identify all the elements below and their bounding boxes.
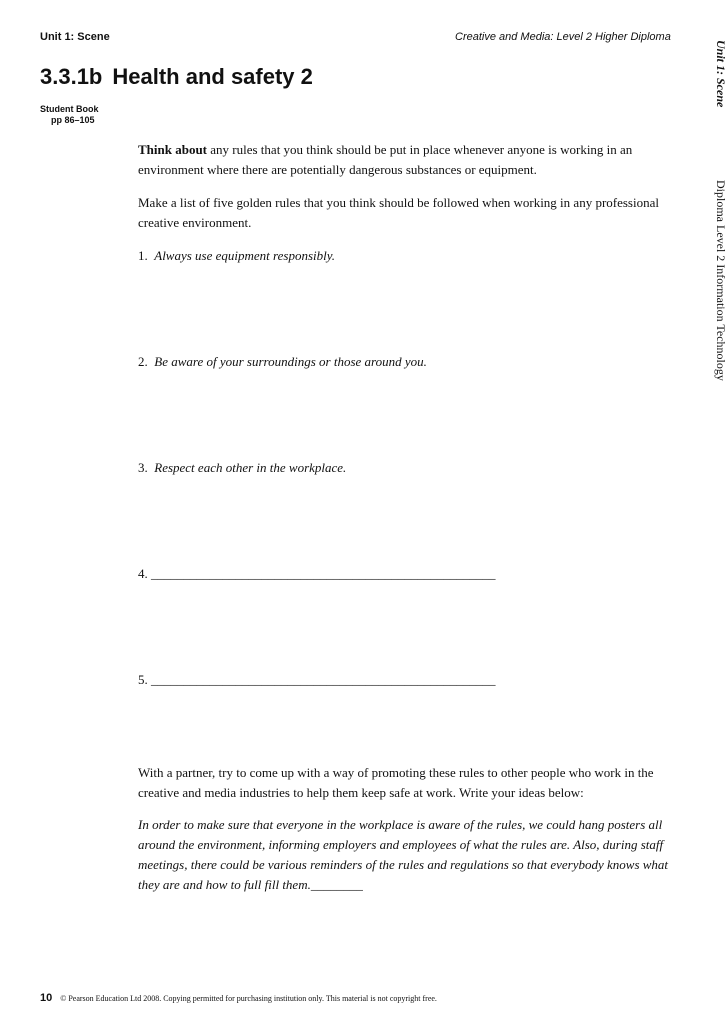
running-header-course: Creative and Media: Level 2 Higher Diploma bbox=[455, 31, 671, 43]
rule-item bbox=[138, 670, 678, 690]
rule-item bbox=[138, 564, 678, 584]
rule-blank-line[interactable]: _____________________________________________________ bbox=[151, 566, 496, 581]
side-tab-diploma: Diploma Level 2 Information Technology bbox=[714, 180, 728, 382]
section-title: Health and safety 2 bbox=[112, 64, 313, 89]
student-book-label: Student Book bbox=[40, 104, 99, 114]
answer-space bbox=[138, 584, 678, 657]
answer-space bbox=[138, 690, 678, 763]
page-title bbox=[40, 64, 313, 90]
running-header-unit: Unit 1: Scene bbox=[40, 31, 110, 43]
rule-answer[interactable]: Respect each other in the workplace. bbox=[154, 460, 347, 475]
page-number: 10 bbox=[40, 992, 53, 1004]
rule-item bbox=[138, 458, 678, 478]
rule-number: 1. bbox=[138, 248, 148, 263]
intro-paragraph bbox=[138, 140, 678, 180]
rule-answer[interactable]: Always use equipment responsibly. bbox=[154, 248, 336, 263]
rule-number: 5. bbox=[138, 672, 148, 687]
answer-space bbox=[138, 478, 678, 551]
rule-number: 3. bbox=[138, 460, 148, 475]
answer-space bbox=[138, 372, 678, 445]
partner-prompt: With a partner, try to come up with a way of promoting these rules to other people who work in the creative and media industries to help them keep safe at work. Write your ideas below: bbox=[138, 765, 654, 800]
intro-bold: Think about bbox=[138, 142, 208, 157]
rule-item bbox=[138, 246, 678, 266]
copyright-notice: © Pearson Education Ltd 2008. Copying permitted for purchasing institution only. This material is not copyright free. bbox=[60, 994, 437, 1003]
side-tab bbox=[710, 40, 728, 440]
page-footer bbox=[40, 992, 437, 1004]
worksheet-content bbox=[138, 140, 678, 895]
list-prompt: Make a list of five golden rules that you think should be followed when working in any professional creative environment. bbox=[138, 195, 659, 230]
section-number: 3.3.1b bbox=[40, 64, 103, 89]
rule-number: 4. bbox=[138, 566, 148, 581]
ideas-answer[interactable]: In order to make sure that everyone in the workplace is aware of the rules, we could hang posters all around the environment, informing employers and employees of what the rules are. Also, during staff meetings, there could be various reminders of the rules and regulations so that everybody knows what they are and how to full fill them.________ bbox=[138, 817, 669, 892]
rule-number: 2. bbox=[138, 354, 148, 369]
side-tab-unit: Unit 1: Scene bbox=[714, 40, 728, 108]
intro-text: any rules that you think should be put in place whenever anyone is working in an environment where there are potentially dangerous substances or equipment. bbox=[138, 142, 633, 177]
student-book-pages: pp 86–105 bbox=[51, 115, 95, 125]
student-book-reference bbox=[40, 104, 99, 126]
rule-blank-line[interactable]: _____________________________________________________ bbox=[151, 672, 496, 687]
rule-answer[interactable]: Be aware of your surroundings or those around you. bbox=[154, 354, 427, 369]
rule-item bbox=[138, 352, 678, 372]
answer-space bbox=[138, 266, 678, 339]
